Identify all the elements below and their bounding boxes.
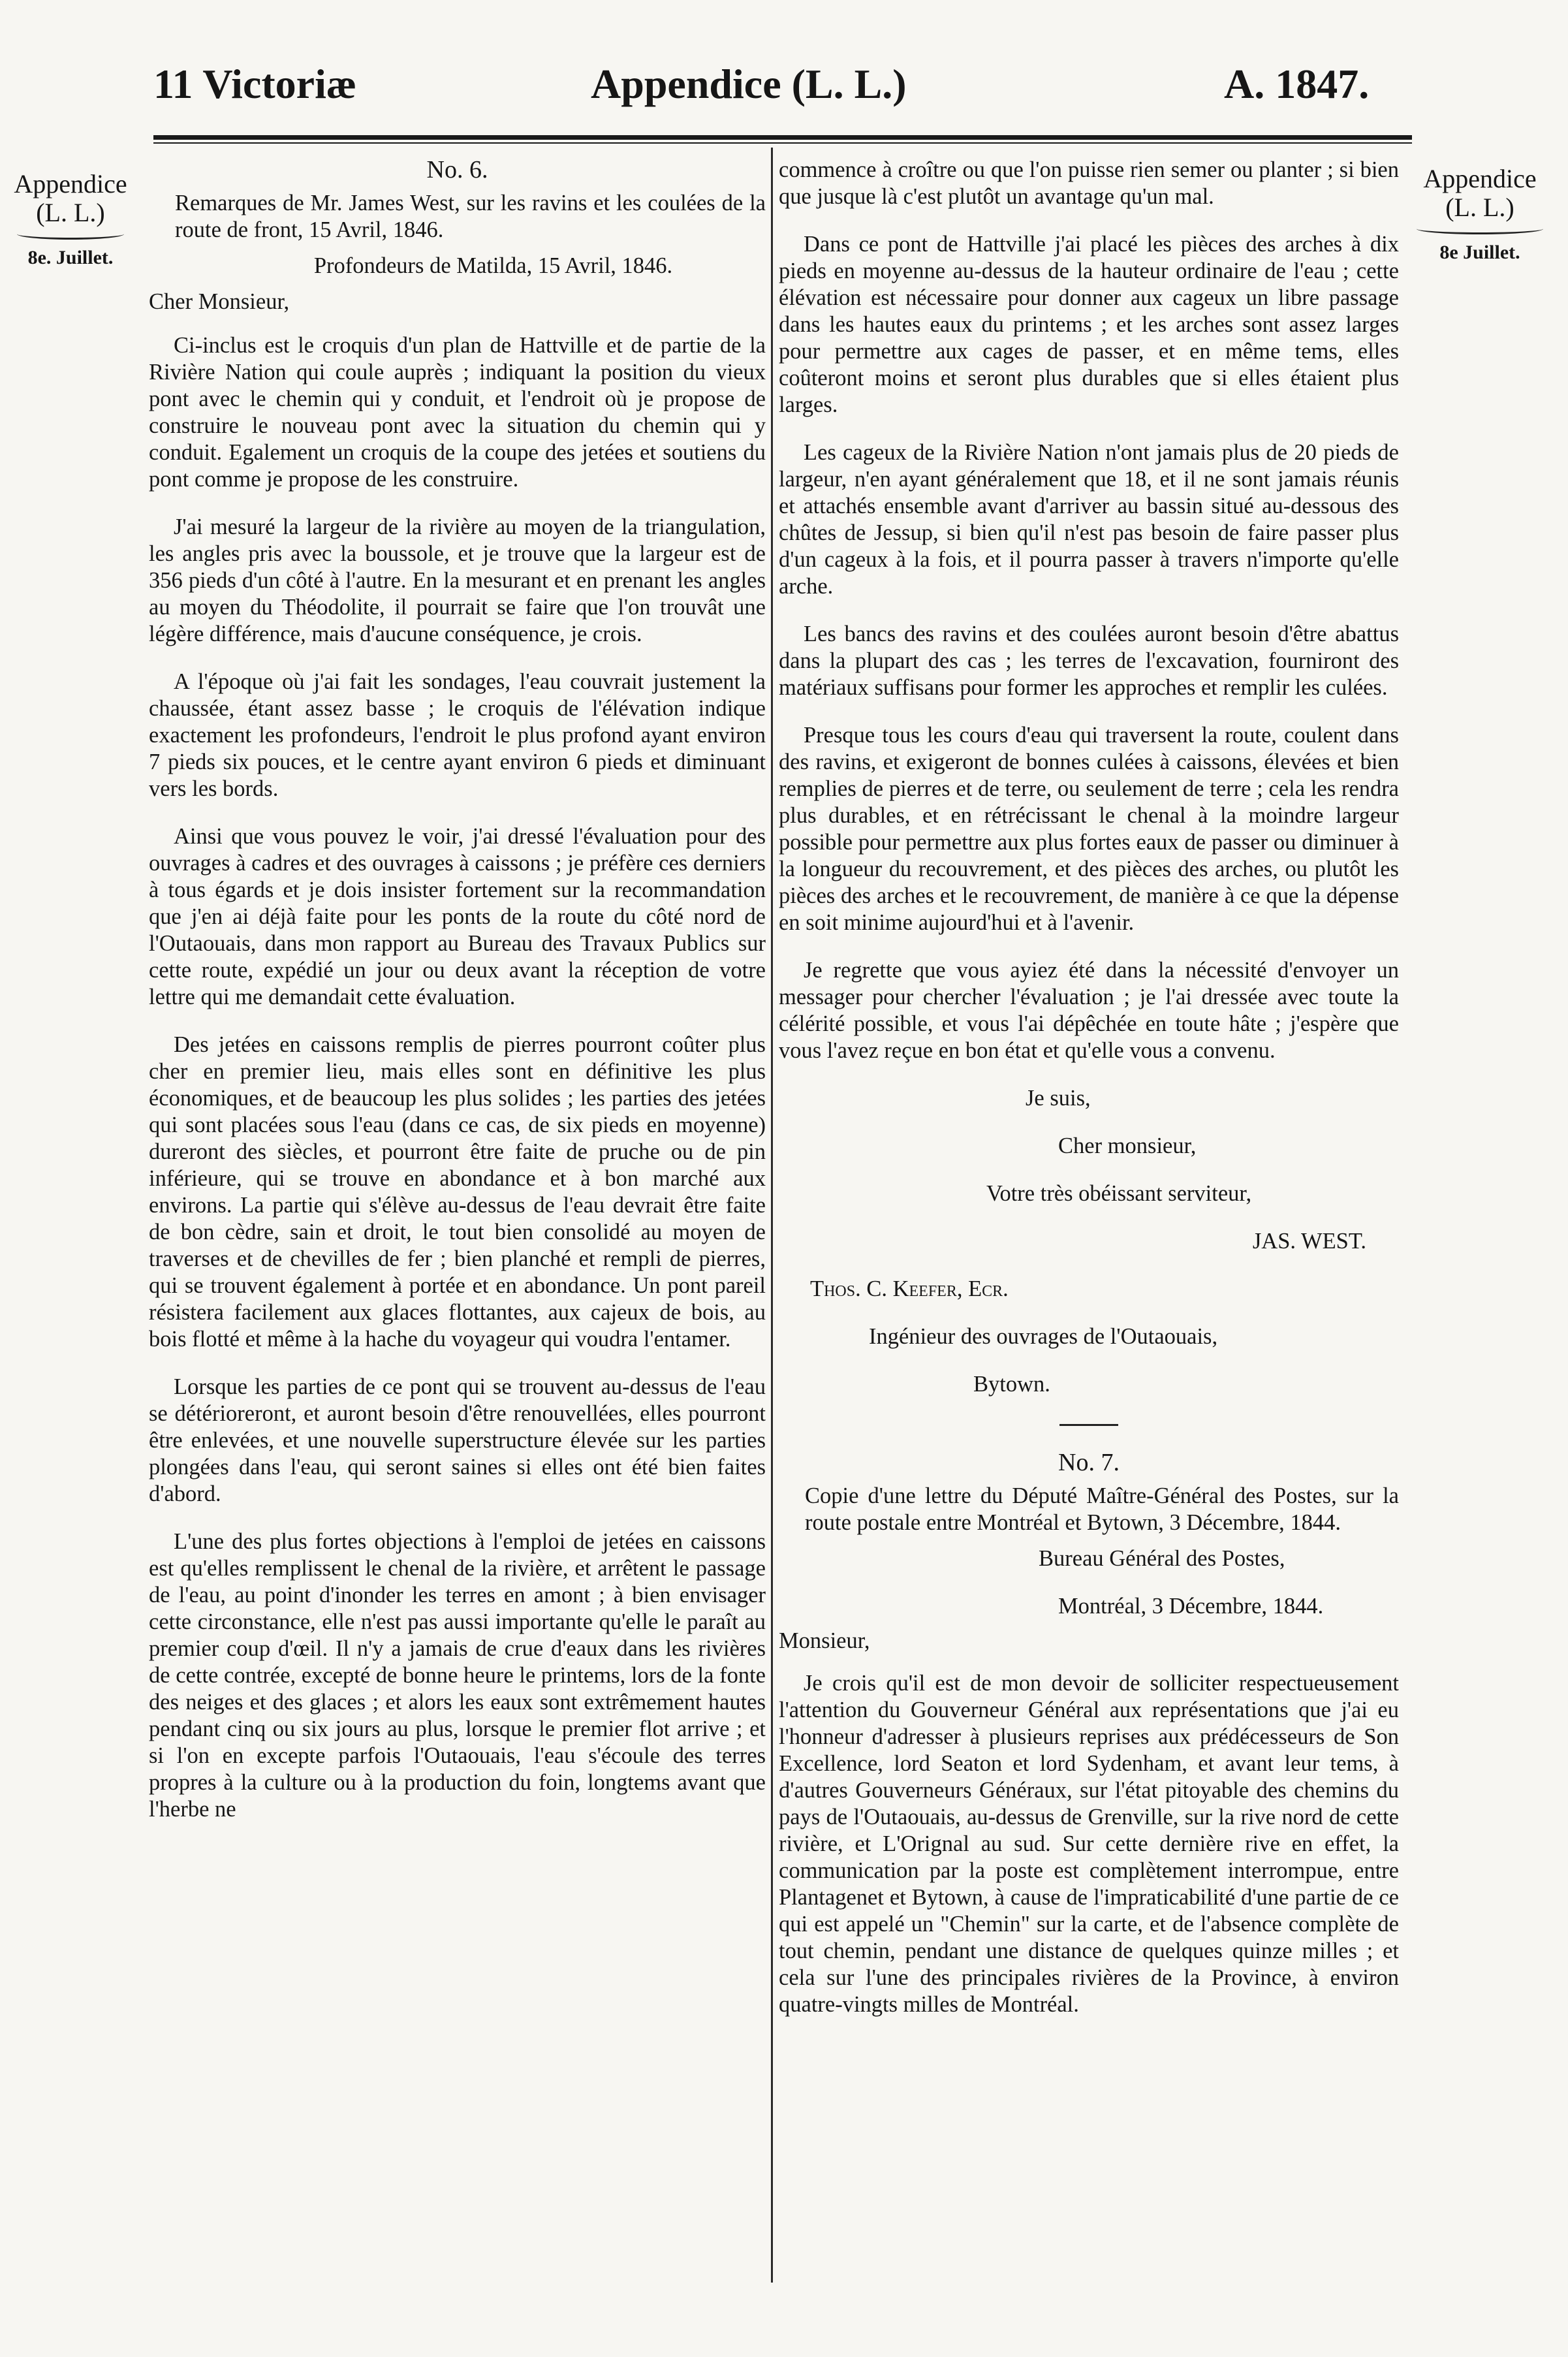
addressee-block bbox=[779, 1276, 1399, 1398]
paragraph: Ainsi que vous pouvez le voir, j'ai dressé l'évaluation pour des ouvrages à cadres et des ouvrages à caissons ; je préfère ces derniers à tous égards et je dois insister fortement sur la recommandation que j'en ai déjà faite pour les ponts de la route du côté nord de l'Outaouais, dans mon rapport au Bureau des Travaux Publics sur cette route, expédié un jour ou deux avant la réception de votre lettre qui me demandait cette évaluation. bbox=[149, 824, 766, 1009]
paragraph: Je crois qu'il est de mon devoir de solliciter respectueusement l'attention du Gouverneur Général aux représentations que j'ai eu l'honneur d'adresser à plusieurs reprises aux prédécesseurs de Son Excellence, lord Seaton et lord Sydenham, et avant leur tems, à d'autres Gouverneurs Généraux, sur l'état pitoyable des chemins du pays de l'Outaouais, au-dessus de Grenville, sur la rive nord de cette rivière, et L'Orignal au sud. Sur cette dernière rive en effet, la communication par la poste est complètement interrompue, entre Plantagenet et Bytown, à cause de l'impraticabilité d'une partie de ce qui est appelé un "Chemin" sur la carte, et de l'absence complète de tout chemin, pendant une distance de quelques quinze milles ; et cela sur l'une des principales rivières de la Province, à environ quatre-vingts milles de Montréal. bbox=[779, 1671, 1399, 2017]
paragraph: J'ai mesuré la largeur de la rivière au moyen de la triangulation, les angles pris avec la boussole, et je trouve que la largeur est de 356 pieds d'un côté à l'autre. En la mesurant et en prenant les angles au moyen du Théodolite, il pourrait se faire que l'on trouvât une légère différence, mais d'aucune conséquence, je crois. bbox=[149, 514, 766, 646]
signature-block bbox=[779, 1085, 1399, 1255]
place-date: Profondeurs de Matilda, 15 Avril, 1846. bbox=[313, 253, 673, 278]
right-column bbox=[779, 157, 1399, 2039]
paragraph: Les cageux de la Rivière Nation n'ont jamais plus de 20 pieds de largeur, n'en ayant généralement que 18, et il ne sont jamais réunis et attachés ensemble avant d'arriver au bassin situé au-dessous des chûtes de Jessup, si bien qu'il n'est pas besoin de faire passer plus d'un cageux à la fois, et il pourra passer à travers n'importe qu'elle arche. bbox=[779, 440, 1399, 599]
document-title: Remarques de Mr. James West, sur les ravins et les coulées de la route de front, 15 Avril, 1846. bbox=[175, 191, 766, 242]
margin-date: 8e Juillet. bbox=[1439, 242, 1520, 263]
header-rule bbox=[153, 135, 1412, 140]
paragraph: Des jetées en caissons remplis de pierres pourront coûter plus cher en premier lieu, mais elles sont en définitive les plus économiques, et de beaucoup les plus solides ; les parties des jetées qui sont placées sous l'eau (dans ce cas, de six pieds en moyenne) dureront des siècles, et pourront être faite de pruche ou de pin inférieure, qui se trouve en abondance et à bon marché aux environs. La partie qui s'élève au-dessus de l'eau devrait être faite de bon cèdre, sain et droit, le tout bien consolidé au moyen de traverses et de chevilles de fer ; bien planché et rempli de pierres, qui se trouvent également à portée et en abondance. Un pont pareil résistera facilement aux glaces flottantes, aux cajeux de bois, au bois flotté et même à la hache du voyageur qui voudra l'entamer. bbox=[149, 1032, 766, 1352]
page-header bbox=[0, 54, 1568, 112]
paragraph: Je regrette que vous ayiez été dans la nécessité d'envoyer un messager pour chercher l'évaluation ; je l'ai dressée avec toute la célérité possible, et vous l'ai dépêchée en toute hâte ; j'espère que vous l'avez reçue en bon état et qu'elle vous a convenu. bbox=[779, 958, 1399, 1063]
section-separator bbox=[1059, 1424, 1118, 1426]
header-rule-thin bbox=[153, 142, 1412, 144]
document-title: Copie d'une lettre du Député Maître-Général des Postes, sur la route postale entre Montréal et Bytown, 3 Décembre, 1844. bbox=[805, 1483, 1399, 1535]
paragraph: A l'époque où j'ai fait les sondages, l'eau couvrait justement la chaussée, étant assez basse ; le croquis de l'élévation indique exactement les profondeurs, l'endroit le plus profond ayant environ 7 pieds six pouces, et le centre ayant environ 6 pieds et diminuant vers les bords. bbox=[149, 669, 766, 801]
margin-note-right bbox=[1405, 165, 1555, 267]
brace-decoration bbox=[1417, 223, 1543, 234]
closing-line: Votre très obéissant serviteur, bbox=[986, 1181, 1252, 1206]
salutation: Monsieur, bbox=[779, 1628, 870, 1653]
header-right: A. 1847. bbox=[1224, 61, 1370, 107]
margin-note-left bbox=[5, 170, 136, 272]
column-divider bbox=[771, 148, 773, 2283]
margin-label: Appendice bbox=[14, 169, 127, 198]
margin-date: 8e. Juillet. bbox=[27, 247, 114, 268]
closing-line: Cher monsieur, bbox=[1058, 1133, 1197, 1158]
paragraph: Dans ce pont de Hattville j'ai placé les pièces des arches à dix pieds en moyenne au-dessus de la hauteur ordinaire de l'eau ; cette élévation est nécessaire pour donner aux cageux un libre passage dans les hautes eaux du printems ; et les arches sont assez larges pour permettre aux cages de passer, et en même tems, elles coûteront moins et seront plus durables que si elles étaient plus larges. bbox=[779, 232, 1399, 417]
brace-decoration bbox=[17, 229, 124, 240]
left-column bbox=[149, 157, 766, 1844]
closing-line: Je suis, bbox=[1026, 1086, 1091, 1111]
addressee-name: Thos. C. Keefer, Ecr. bbox=[810, 1276, 1009, 1301]
document-number: No. 7. bbox=[1058, 1449, 1120, 1476]
salutation: Cher Monsieur, bbox=[149, 289, 290, 314]
signature-name: JAS. WEST. bbox=[1252, 1229, 1366, 1254]
margin-sub: (L. L.) bbox=[36, 198, 105, 227]
document-number: No. 6. bbox=[426, 156, 488, 183]
paragraph: Ci-inclus est le croquis d'un plan de Hattville et de partie de la Rivière Nation qui coule auprès ; indiquant la position du vieux pont avec le chemin qui y conduit, et l'endroit où je propose de construire le nouveau pont avec la situation du chemin qui y conduit. Egalement un croquis de la coupe des jetées et soutiens du pont comme je propose de les construire. bbox=[149, 333, 766, 492]
paragraph-continuation: commence à croître ou que l'on puisse rien semer ou planter ; si bien que jusque là c'est plutôt un avantage qu'un mal. bbox=[779, 157, 1399, 209]
paragraph: Presque tous les cours d'eau qui traversent la route, coulent dans des ravins, et exigeront de bonnes culées à caissons, élevées et bien remplies de pierres et de terre, ou seulement de terre ; cela les rendra plus durables, et en rétrécissant le chenal à la moindre largeur possible pour permettre aux plus fortes eaux de passer ou diminuer à la longueur du recouvrement, et des pièces des arches, ou plutôt les pièces des arches et le recouvrement, de manière à ce que la dépense en soit minime aujourd'hui et à l'avenir. bbox=[779, 723, 1399, 935]
addressee-place: Bytown. bbox=[973, 1372, 1050, 1397]
letter-place: Bureau Général des Postes, bbox=[1039, 1546, 1285, 1571]
paragraph: Lorsque les parties de ce pont qui se trouvent au-dessus de l'eau se détérioreront, et auront besoin d'être renouvellées, elles pourront être enlevées, et une nouvelle superstructure élevée sur les parties plongées dans l'eau, qui seront saines si elles ont été bien faites d'abord. bbox=[149, 1374, 766, 1506]
letter-date: Montréal, 3 Décembre, 1844. bbox=[1058, 1594, 1324, 1619]
paragraph: L'une des plus fortes objections à l'emploi de jetées en caissons est qu'elles remplissent le chenal de la rivière, et arrêtent le passage de l'eau, au point d'inonder les terres en amont ; à bien envisager cette circonstance, elle n'est pas aussi importante qu'elle le paraît au premier coup d'œil. Il n'y a jamais de crue d'eaux dans les rivières de cette contrée, excepté de bonne heure le printems, lors de la fonte des neiges et des glaces ; et alors les eaux sont extrêmement hautes pendant cinq ou six jours au plus, lorsque le premier flot arrive ; et si l'on en excepte parfois l'Outaouais, l'eau s'écoule des terres propres à la culture ou à la production du foin, longtems avant que l'herbe ne bbox=[149, 1529, 766, 1822]
header-left: 11 Victoriæ bbox=[153, 61, 357, 107]
margin-label: Appendice bbox=[1423, 164, 1537, 193]
margin-sub: (L. L.) bbox=[1445, 193, 1514, 222]
addressee-title: Ingénieur des ouvrages de l'Outaouais, bbox=[869, 1324, 1218, 1349]
paragraph: Les bancs des ravins et des coulées auront besoin d'être abattus dans la plupart des cas ; les terres de l'excavation, fourniront des matériaux suffisans pour former les approches et remplir les culées. bbox=[779, 622, 1399, 700]
header-center: Appendice (L. L.) bbox=[591, 61, 907, 107]
